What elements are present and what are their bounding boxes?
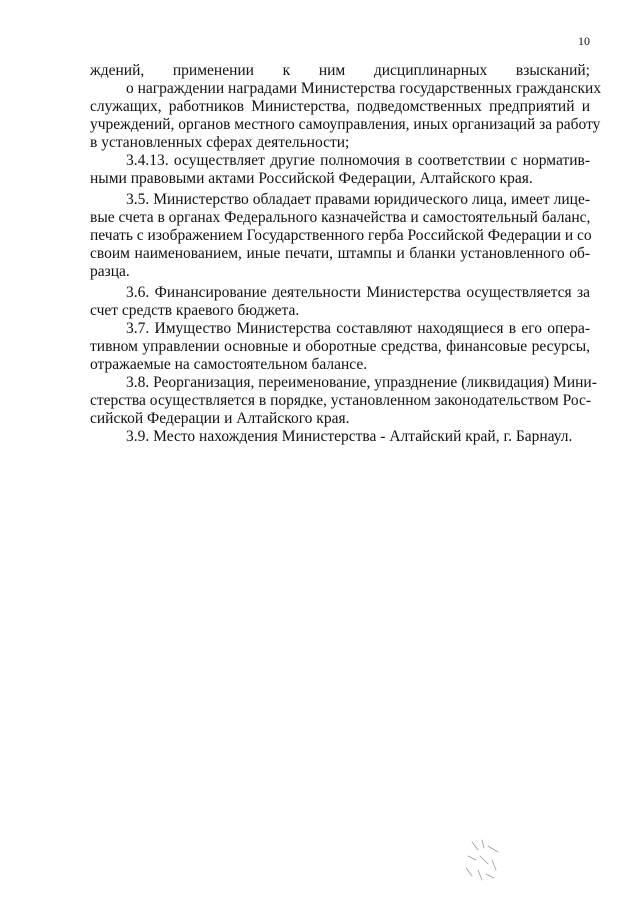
text-line: сийской Федерации и Алтайского края. — [90, 410, 350, 427]
text-line: 3.6. Финансирование деятельности Министерства осуществляется за — [126, 284, 590, 301]
text-line: тивном управлении основные и оборотные средства, финансовые ресурсы, — [90, 338, 590, 355]
text-line: счет средств краевого бюджета. — [90, 302, 300, 319]
text-line: печать с изображением Государственного герба Российской Федерации и со — [90, 227, 592, 244]
text-line: отражаемые на самостоятельном балансе. — [90, 356, 368, 373]
text-line: ными правовыми актами Российской Федерации, Алтайского края. — [90, 170, 533, 187]
scan-mark-icon — [458, 836, 508, 886]
text-line: вые счета в органах Федерального казначейства и самостоятельный баланс, — [90, 209, 591, 226]
text-line: разца. — [90, 263, 130, 280]
text-line: о награждении наградами Министерства государственных гражданских — [126, 80, 602, 97]
text-line: учреждений, органов местного самоуправления, иных организаций за работу — [90, 116, 601, 133]
text-line: служащих, работников Министерства, подведомственных предприятий и — [90, 98, 590, 115]
text-line: в установленных сферах деятельности; — [90, 134, 350, 151]
text-line: 3.4.13. осуществляет другие полномочия в соответствии с норматив- — [126, 152, 590, 169]
page-number: 10 — [578, 34, 590, 48]
text-line: 3.8. Реорганизация, переименование, упразднение (ликвидация) Мини- — [126, 374, 597, 391]
document-body — [90, 62, 602, 446]
text-line: 3.9. Место нахождения Министерства - Алтайский край, г. Барнаул. — [126, 428, 573, 445]
text-line: стерства осуществляется в порядке, установленном законодательством Рос- — [90, 392, 592, 409]
text-line: своим наименованием, иные печати, штампы и бланки установленного об- — [90, 245, 590, 262]
text-line: ждений, применении к ним дисциплинарных взысканий; — [90, 62, 590, 79]
text-line: 3.7. Имущество Министерства составляют находящиеся в его опера- — [126, 320, 590, 337]
text-line: 3.5. Министерство обладает правами юридического лица, имеет лице- — [126, 191, 590, 208]
